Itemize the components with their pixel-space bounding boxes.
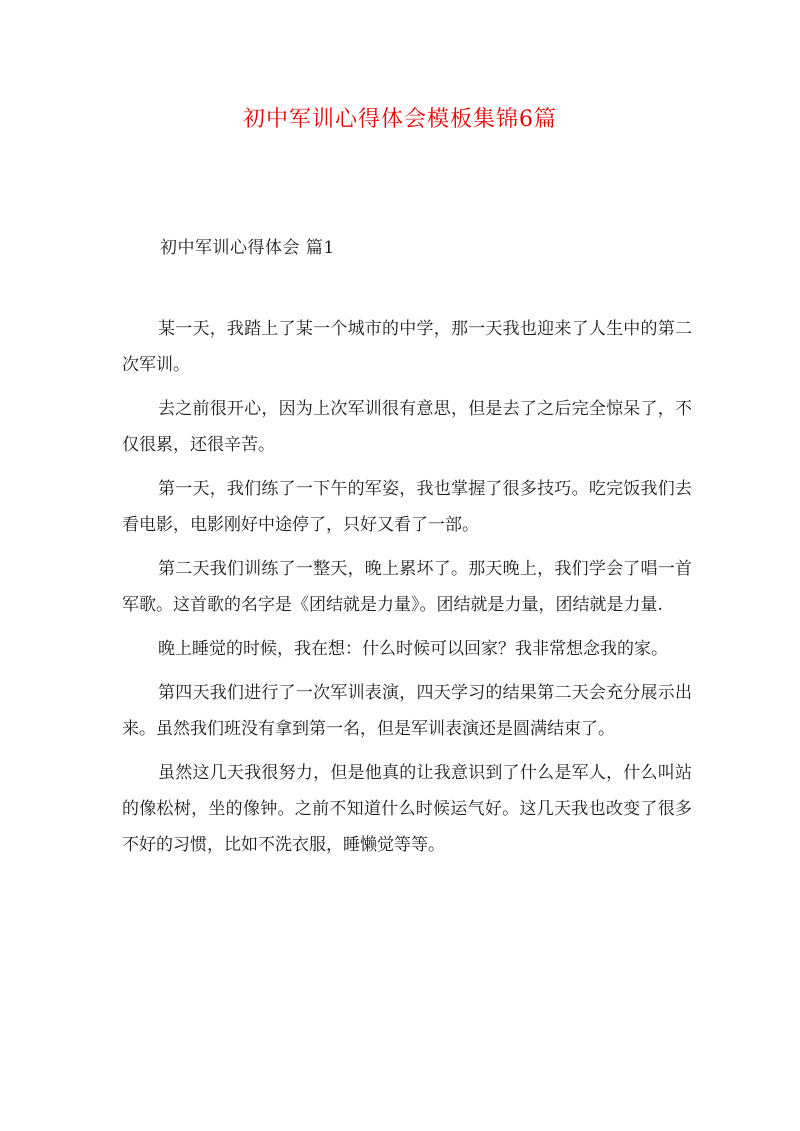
body-text	[122, 311, 692, 871]
paragraph: 某一天，我踏上了某一个城市的中学，那一天我也迎来了人生中的第二次军训。	[122, 319, 692, 375]
paragraph: 去之前很开心，因为上次军训很有意思，但是去了之后完全惊呆了，不仅很累，还很辛苦。	[122, 399, 692, 455]
section-heading: 初中军训心得体会 篇1	[160, 238, 335, 258]
paragraph: 虽然这几天我很努力，但是他真的让我意识到了什么是军人，什么叫站的像松树，坐的像钟。之前不知道什么时候运气好。这几天我也改变了很多不好的习惯，比如不洗衣服，睡懒觉等等。	[122, 763, 692, 855]
document-title: 初中军训心得体会模板集锦6篇	[243, 107, 557, 132]
paragraph: 第二天我们训练了一整天，晚上累坏了。那天晚上，我们学会了唱一首军歌。这首歌的名字是《团结就是力量》。团结就是力量，团结就是力量.	[122, 559, 692, 615]
paragraph: 第一天，我们练了一下午的军姿，我也掌握了很多技巧。吃完饭我们去看电影，电影刚好中途停了，只好又看了一部。	[122, 479, 692, 535]
paragraph: 晚上睡觉的时候，我在想：什么时候可以回家？我非常想念我的家。	[158, 639, 668, 659]
paragraph: 第四天我们进行了一次军训表演，四天学习的结果第二天会充分展示出来。虽然我们班没有拿到第一名，但是军训表演还是圆满结束了。	[122, 683, 692, 739]
